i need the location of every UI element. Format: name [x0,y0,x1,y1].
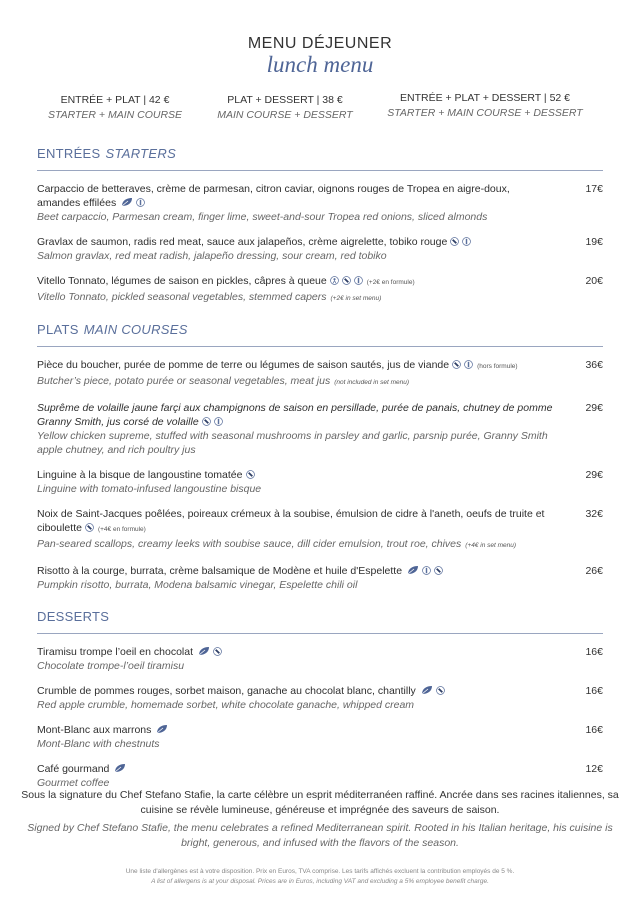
chef-description-en: Signed by Chef Stefano Stafie, the menu celebrates a refined Mediterranean spirit. Rooted in his Italian heritage, his cuisine is bright, generous, and infused with the flavors of the season. [27,822,613,849]
menu-title: MENU DÉJEUNER [247,35,393,52]
formula-translation: MAIN COURSE + DESSERT [217,109,353,121]
menu-item [37,235,603,263]
section-heading [37,609,603,626]
section-heading-fr: ENTRÉES [37,146,101,161]
allergen-a-icon [434,565,443,574]
item-note-fr: (+4€ en formule) [97,526,146,533]
item-name-fr [37,564,553,578]
chef-description [20,788,620,851]
leaf-icon [114,763,126,772]
item-name-fr [37,684,553,698]
item-name-text: Linguine à la bisque de langoustine tomatée [37,469,243,481]
section-divider [37,633,603,634]
item-name-fr [37,723,553,737]
item-name-en-text: Chocolate trompe-l’oeil tiramisu [37,660,185,672]
leaf-icon [198,646,210,655]
item-name-en [37,249,553,263]
item-name-en-text: Gourmet coffee [37,777,110,789]
item-price: 36€ [585,359,603,371]
section-divider [37,346,603,347]
item-name-fr [37,274,553,290]
item-price: 26€ [585,565,603,577]
item-note-en: (+2€ in set menu) [330,295,382,302]
section-heading-en: MAIN COURSES [83,322,188,337]
section-heading [37,322,603,339]
item-name-en [37,537,553,553]
item-name-en [37,374,553,390]
menu-item [37,762,603,790]
leaf-icon [407,565,419,574]
item-price: 19€ [585,236,603,248]
item-price: 20€ [585,275,603,287]
formula-starter-main-dessert [375,91,595,121]
item-name-en-text: Vitello Tonnato, pickled seasonal vegetables, stemmed capers [37,291,327,303]
allergen-b-icon [422,565,431,574]
item-name-text: Gravlax de saumon, radis red meat, sauce aux jalapeños, crème aigrelette, tobiko rouge [37,236,448,248]
item-name-fr [37,235,553,249]
item-price: 16€ [585,724,603,736]
item-name-en-text: Beet carpaccio, Parmesan cream, finger lime, sweet-and-sour Tropea red onions, sliced almonds [37,211,488,223]
section-divider [37,170,603,171]
item-name-en [37,210,553,224]
menu-item [37,645,603,673]
item-price: 32€ [585,508,603,520]
menu-item [37,182,603,224]
formula-main-dessert [195,93,375,123]
formula-label: PLAT + DESSERT | 38 € [227,94,343,106]
section-heading [37,146,603,163]
item-name-text: Café gourmand [37,763,110,775]
allergen-a-icon [202,416,211,425]
item-name-en-text: Butcher’s piece, potato purée or seasonal vegetables, meat jus [37,375,331,387]
item-name-en [37,659,553,673]
item-name-en [37,290,553,306]
item-name-fr [37,507,553,537]
item-name-en-text: Mont-Blanc with chestnuts [37,738,160,750]
leaf-icon [421,685,433,694]
allergen-a-icon [85,522,94,531]
item-note-en: (+4€ in set menu) [465,542,517,549]
section-starters [37,146,603,317]
item-price: 16€ [585,646,603,658]
item-price: 29€ [585,402,603,414]
menu-item [37,507,603,553]
formula-starter-main [20,93,210,123]
menu-item [37,401,603,457]
item-name-en-text: Pan-seared scallops, creamy leeks with soubise sauce, dill cider emulsion, trout roe, chives [37,538,462,550]
item-name-en-text: Pumpkin risotto, burrata, Modena balsamic vinegar, Espelette chili oil [37,579,358,591]
item-price: 29€ [585,469,603,481]
allergen-c-icon [330,275,339,284]
item-name-en-text: Salmon gravlax, red meat radish, jalapeño dressing, sour cream, red tobiko [37,250,387,262]
menu-item [37,358,603,390]
chef-description-fr: Sous la signature du Chef Stefano Stafie, la carte célèbre un esprit méditerranéen raffiné. Ancrée dans ses racines italiennes, sa cuisine se révèle lumineuse, généreuse et imprégnée des saveurs de saison. [21,789,619,816]
allergen-b-icon [462,236,471,245]
section-heading-fr: DESSERTS [37,609,110,624]
formula-translation: STARTER + MAIN COURSE [47,109,183,121]
formula-label: ENTRÉE + PLAT + DESSERT | 52 € [399,92,571,104]
item-note-fr: (+2€ en formule) [366,279,415,286]
item-name-fr [37,762,553,776]
allergen-b-icon [214,416,223,425]
menu-item [37,468,603,496]
allergen-b-icon [354,275,363,284]
leaf-icon [121,197,133,206]
menu-item [37,564,603,592]
footer-notice-fr: Une liste d'allergènes est à votre disposition. Prix en Euros, TVA comprise. Les tarifs affichés excluent la contribution employés de 5 %. [125,868,515,875]
item-name-text: Carpaccio de betteraves, crème de parmesan, citron caviar, oignons rouges de Tropea en aigre-doux, amandes effilées [37,183,510,209]
allergen-a-icon [246,469,255,478]
item-name-text: Mont-Blanc aux marrons [37,724,152,736]
item-name-en [37,737,553,751]
item-name-text: Suprême de volaille jaune farçi aux champignons de saison en persillade, purée de panais, chutney de pomme Granny Smith, jus corsé de volaille [37,402,553,428]
item-note-fr: (hors formule) [477,363,518,370]
footer-notice [0,867,640,887]
item-name-text: Tiramisu trompe l’oeil en chocolat [37,646,194,658]
item-name-text: Crumble de pommes rouges, sorbet maison, ganache au chocolat blanc, chantilly [37,685,416,697]
section-desserts [37,609,603,801]
allergen-a-icon [452,359,461,368]
allergen-b-icon [464,359,473,368]
item-name-text: Noix de Saint-Jacques poêlées, poireaux crémeux à la soubise, émulsion de cidre à l'aneth, oeufs de truite et ciboulette [37,508,545,534]
item-name-en [37,698,553,712]
item-name-en [37,578,553,592]
item-name-en [37,482,553,496]
allergen-b-icon [136,197,145,206]
formula-translation: STARTER + MAIN COURSE + DESSERT [387,107,583,119]
allergen-a-icon [213,646,222,655]
item-name-fr [37,358,553,374]
item-price: 17€ [585,183,603,195]
item-note-en: (not included in set menu) [334,379,410,386]
menu-item [37,723,603,751]
item-name-en-text: Linguine with tomato-infused langoustine bisque [37,483,262,495]
allergen-a-icon [342,275,351,284]
section-heading-en: STARTERS [105,146,177,161]
allergen-a-icon [450,236,459,245]
footer-notice-en: A list of allergens is at your disposal. Prices are in Euros, including VAT and excluding a 5% employee benefit charge. [151,878,489,885]
section-main-courses [37,322,603,603]
menu-item [37,274,603,306]
item-name-fr [37,645,553,659]
item-name-text: Vitello Tonnato, légumes de saison en pickles, câpres à queue [37,275,327,287]
allergen-a-icon [436,685,445,694]
leaf-icon [156,724,168,733]
item-name-text: Pièce du boucher, purée de pomme de terre ou légumes de saison sautés, jus de viande [37,359,450,371]
item-name-en [37,429,553,457]
item-price: 16€ [585,685,603,697]
item-name-text: Risotto à la courge, burrata, crème balsamique de Modène et huile d'Espelette [37,565,403,577]
item-name-fr [37,182,553,210]
item-name-en-text: Red apple crumble, homemade sorbet, white chocolate ganache, whipped cream [37,699,415,711]
menu-subtitle: lunch menu [266,52,374,77]
formula-label: ENTRÉE + PLAT | 42 € [60,94,170,106]
item-name-en-text: Yellow chicken supreme, stuffed with seasonal mushrooms in parsley and garlic, parsnip purée, Granny Smith apple chutney, and rich poultry jus [37,430,548,456]
menu-item [37,684,603,712]
section-heading-fr: PLATS [37,322,79,337]
item-name-fr [37,401,553,429]
item-price: 12€ [585,763,603,775]
item-name-fr [37,468,553,482]
